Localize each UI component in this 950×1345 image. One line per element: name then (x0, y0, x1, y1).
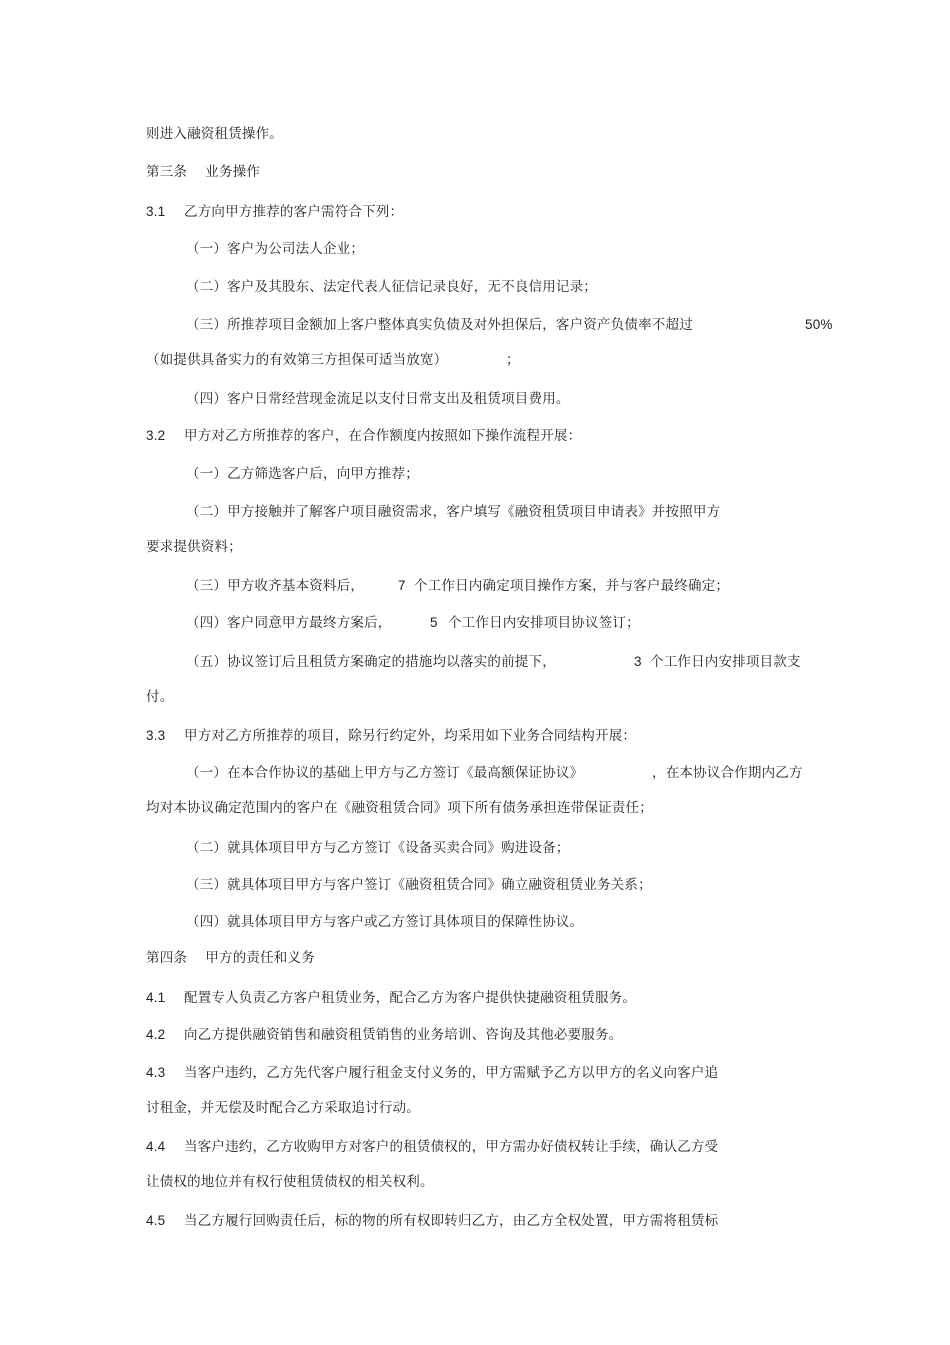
clause-text: 向乙方提供融资销售和融资租赁销售的业务培训、咨询及其他必要服务。 (184, 1027, 623, 1043)
clause-number: 4.2 (146, 1027, 166, 1042)
clause-line (146, 1138, 718, 1156)
ratio-value (805, 316, 833, 334)
item-text: 要求提供资料； (146, 539, 242, 555)
clause-line (146, 727, 636, 745)
item-text: （三）甲方收齐基本资料后， (186, 578, 365, 594)
list-item-rest (650, 653, 801, 671)
clause-continuation (146, 1099, 420, 1117)
clause-line (146, 1026, 622, 1044)
list-item (186, 653, 556, 671)
clause-number: 3.3 (146, 728, 166, 743)
item-text: 个工作日内确定项目操作方案，并与客户最终确定； (414, 578, 730, 594)
item-text: 均对本协议确定范围内的客户在《融资租赁合同》项下所有债务承担连带保证责任； (146, 800, 653, 816)
item-text: （四）就具体项目甲方与客户或乙方签订具体项目的保障性协议。 (186, 914, 584, 930)
clause-number: 3.1 (146, 204, 166, 219)
clause-line (146, 203, 403, 221)
list-item-continuation (146, 351, 447, 369)
list-item-rest (448, 614, 640, 632)
item-text: （三）就具体项目甲方与客户签订《融资租赁合同》确立融资租赁业务关系； (186, 877, 652, 893)
item-text: （五）协议签订后且租赁方案确定的措施均以落实的前提下， (186, 654, 556, 670)
clause-text: 讨租金，并无偿及时配合乙方采取追讨行动。 (146, 1100, 420, 1116)
ratio-text: 50% (805, 317, 833, 332)
item-text: （如提供具备实力的有效第三方担保可适当放宽） (146, 352, 448, 368)
section-heading (146, 163, 260, 181)
section-heading (146, 949, 315, 967)
list-item-rest (652, 764, 803, 782)
day-count (634, 653, 642, 671)
list-item (186, 876, 652, 894)
list-item (186, 913, 583, 931)
item-text: （二）就具体项目甲方与乙方签订《设备买卖合同》购进设备； (186, 840, 570, 856)
item-text: （三）所推荐项目金额加上客户整体真实负债及对外担保后，客户资产负债率不超过 (186, 317, 693, 333)
clause-text: 当客户违约，乙方先代客户履行租金支付义务的，甲方需赋予乙方以甲方的名义向客户追 (184, 1065, 719, 1081)
item-text: 个工作日内安排项目款支 (650, 654, 801, 670)
line-text: 则进入融资租赁操作。 (146, 126, 283, 142)
item-text: （二）客户及其股东、法定代表人征信记录良好，无不良信用记录； (186, 279, 597, 295)
list-item (186, 764, 583, 782)
item-text: （一）在本合作协议的基础上甲方与乙方签订《最高额保证协议》 (186, 765, 584, 781)
list-item (186, 839, 570, 857)
item-text: （一）乙方筛选客户后，向甲方推荐； (186, 466, 419, 482)
day-count-text: 3 (634, 654, 642, 669)
clause-number: 4.4 (146, 1139, 166, 1154)
clause-line (146, 1212, 718, 1230)
day-count (430, 614, 438, 632)
item-text: 个工作日内安排项目协议签订； (448, 615, 640, 631)
heading-text: 第三条 业务操作 (146, 164, 261, 180)
clause-number: 3.2 (146, 428, 166, 443)
list-item (186, 465, 419, 483)
list-item-continuation (146, 799, 653, 817)
list-item-rest (414, 577, 729, 595)
clause-text: 当客户违约，乙方收购甲方对客户的租赁债权的，甲方需办好债权转让手续，确认乙方受 (184, 1139, 719, 1155)
clause-line (146, 427, 581, 445)
list-item (186, 577, 364, 595)
list-item (186, 316, 693, 334)
list-item-continuation (146, 688, 173, 706)
item-text: （二）甲方接触并了解客户项目融资需求，客户填写《融资租赁项目申请表》并按照甲方 (186, 504, 721, 520)
list-item (186, 503, 720, 521)
day-count-text: 5 (430, 615, 438, 630)
item-text: （四）客户同意甲方最终方案后， (186, 615, 392, 631)
punctuation-text: ； (506, 352, 520, 368)
list-item (186, 240, 364, 258)
day-count-text: 7 (398, 578, 406, 593)
item-text: （一）客户为公司法人企业； (186, 241, 365, 257)
punctuation (506, 351, 520, 369)
clause-text: 甲方对乙方所推荐的客户，在合作额度内按照如下操作流程开展： (184, 428, 582, 444)
clause-text: 当乙方履行回购责任后，标的物的所有权即转归乙方，由乙方全权处置，甲方需将租赁标 (184, 1213, 719, 1229)
clause-line (146, 1064, 718, 1082)
clause-number: 4.1 (146, 990, 166, 1005)
clause-text: 让债权的地位并有权行使租赁债权的相关权利。 (146, 1174, 434, 1190)
item-text: （四）客户日常经营现金流足以支付日常支出及租赁项目费用。 (186, 391, 570, 407)
clause-line (146, 989, 636, 1007)
item-text: 付。 (146, 689, 174, 705)
clause-text: 甲方对乙方所推荐的项目，除另行约定外，均采用如下业务合同结构开展： (184, 728, 637, 744)
clause-continuation (146, 1173, 434, 1191)
paragraph-line (146, 125, 283, 143)
list-item (186, 390, 570, 408)
heading-text: 第四条 甲方的责任和义务 (146, 950, 315, 966)
clause-text: 配置专人负责乙方客户租赁业务，配合乙方为客户提供快捷融资租赁服务。 (184, 990, 637, 1006)
list-item (186, 278, 597, 296)
list-item (186, 614, 392, 632)
item-text: ，在本协议合作期内乙方 (652, 765, 803, 781)
list-item-continuation (146, 538, 242, 556)
clause-text: 乙方向甲方推荐的客户需符合下列： (184, 204, 404, 220)
clause-number: 4.5 (146, 1213, 166, 1228)
day-count (398, 577, 406, 595)
clause-number: 4.3 (146, 1065, 166, 1080)
